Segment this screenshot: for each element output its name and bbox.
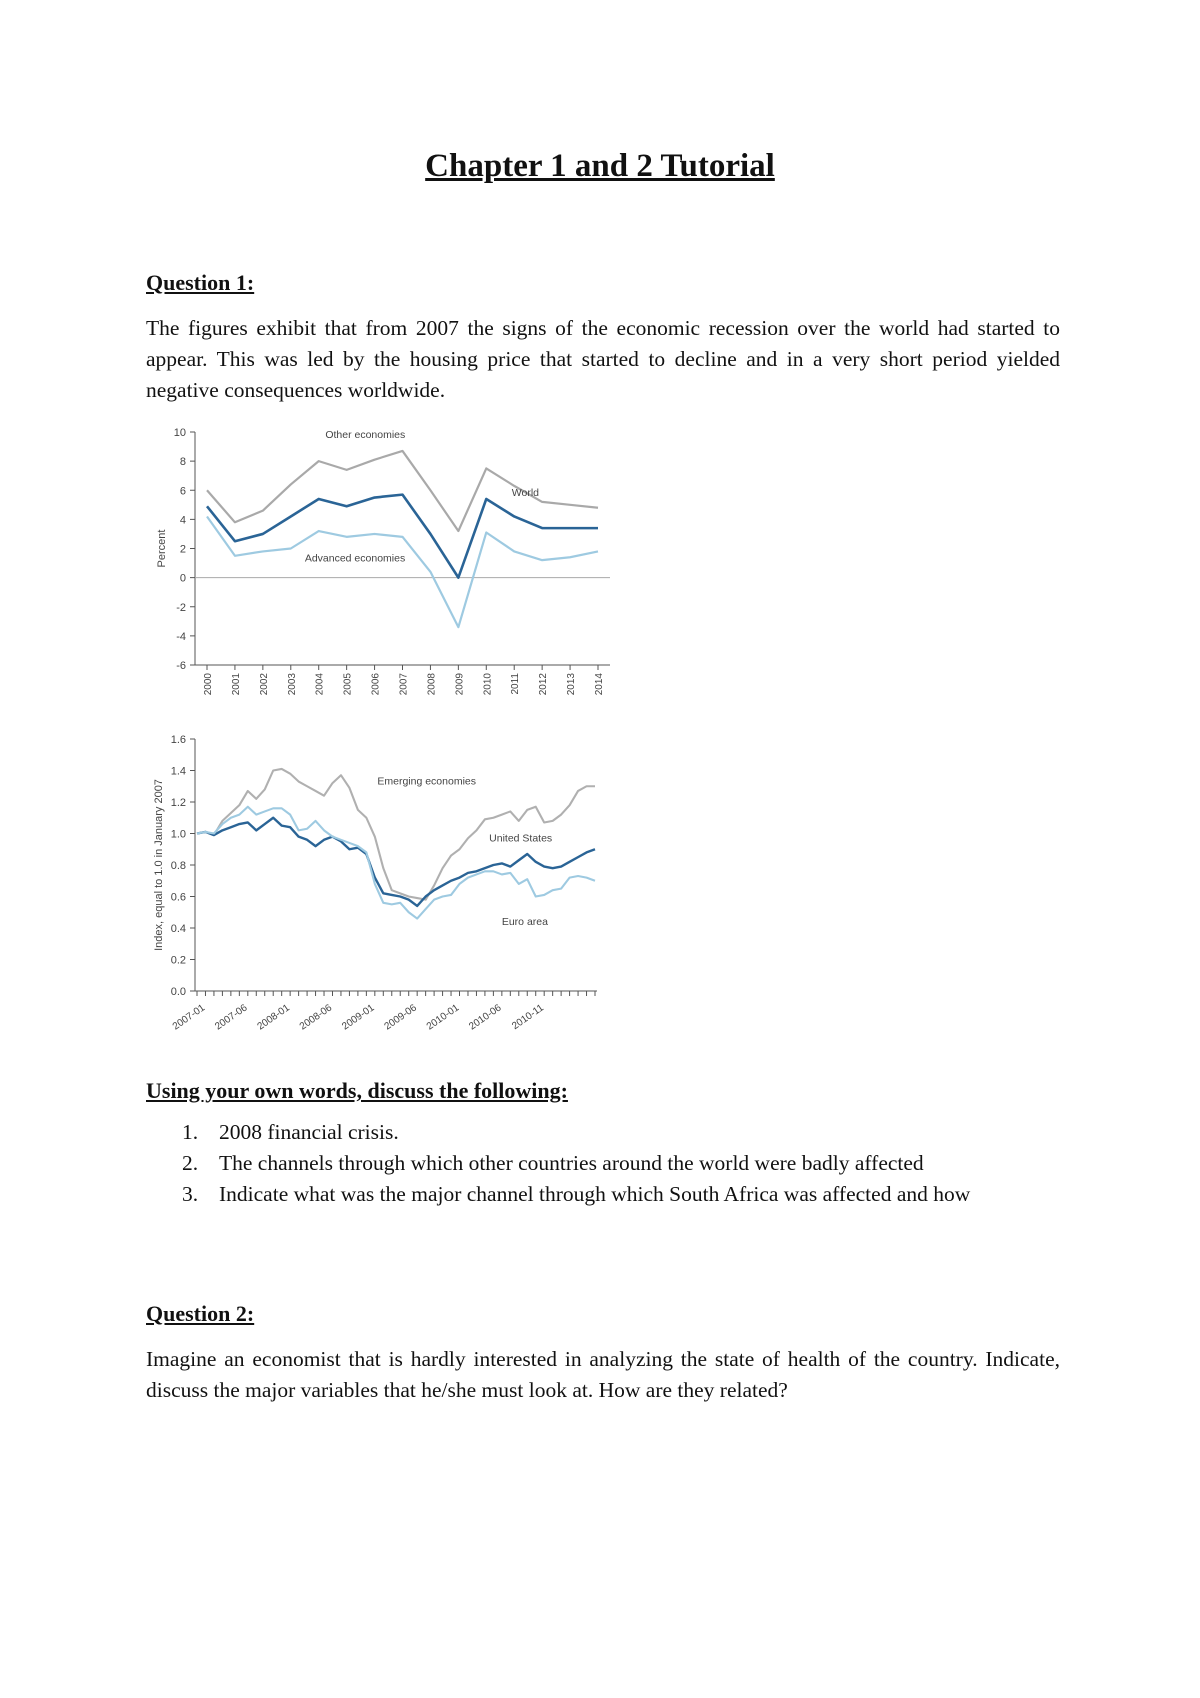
- series-label-emerging-economies: Emerging economies: [377, 775, 477, 788]
- x-tick-label: 2003: [286, 673, 298, 696]
- series-label-world: World: [511, 487, 540, 500]
- question-1-text: The figures exhibit that from 2007 the signs of the economic recession over the world had started to appear. This was led by the housing price that started to decline and in a very short period yielded negative consequences worldwide.: [146, 316, 1060, 402]
- x-tick-label: 2012: [538, 673, 550, 696]
- x-tick-label: 2010-01: [424, 1002, 462, 1033]
- x-tick-label: 2008-01: [255, 1002, 292, 1033]
- y-tick-label: 8: [179, 456, 186, 469]
- list-item: [146, 1148, 1060, 1179]
- list-text: Indicate what was the major channel through which South Africa was affected and how: [219, 1182, 971, 1206]
- x-tick-label: 2011: [510, 673, 522, 695]
- x-tick-label: 2008-06: [297, 1002, 335, 1033]
- discuss-heading: Using your own words, discuss the following:: [146, 1078, 568, 1103]
- y-axis-label: Index, equal to 1.0 in January 2007: [153, 779, 165, 951]
- x-tick-label: 2009: [454, 673, 466, 696]
- series-label-united-states: United States: [489, 832, 553, 845]
- x-tick-label: 2008: [426, 673, 438, 696]
- x-tick-label: 2001: [230, 673, 242, 696]
- x-tick-label: 2010: [482, 673, 494, 696]
- y-tick-label: 1.0: [170, 828, 186, 841]
- list-number: 1.: [182, 1120, 199, 1144]
- series-label-euro-area: Euro area: [501, 915, 548, 928]
- x-tick-label: 2007-06: [213, 1002, 250, 1033]
- question-2-heading: Question 2:: [146, 1301, 255, 1326]
- x-tick-label: 2014: [594, 673, 605, 696]
- y-tick-label: -2: [176, 601, 186, 614]
- y-axis-label: Percent: [156, 529, 168, 568]
- list-text: 2008 financial crisis.: [219, 1120, 399, 1144]
- x-tick-label: 2009-01: [340, 1002, 377, 1033]
- question-2-text: Imagine an economist that is hardly interested in analyzing the state of health of the country. Indicate, discuss the major variables that he/she must look at. How are they related?: [146, 1347, 1060, 1402]
- x-tick-label: 2010-11: [510, 1002, 546, 1033]
- series-label-advanced-economies: Advanced economies: [304, 552, 406, 565]
- y-tick-label: 6: [179, 485, 186, 498]
- y-tick-label: 0.6: [170, 891, 186, 904]
- x-tick-label: 2013: [566, 673, 578, 696]
- list-number: 2.: [182, 1151, 199, 1175]
- y-tick-label: 0: [179, 572, 186, 585]
- chart-growth-percent: [150, 418, 630, 708]
- y-tick-label: 0.8: [170, 860, 186, 872]
- y-tick-label: 0.0: [170, 986, 186, 998]
- x-tick-label: 2000: [203, 673, 214, 696]
- chart-index-2007: [150, 725, 610, 1050]
- y-tick-label: 1.4: [170, 765, 186, 778]
- x-tick-label: 2010-06: [467, 1002, 504, 1033]
- x-tick-label: 2004: [314, 673, 326, 696]
- y-tick-label: 10: [173, 427, 186, 439]
- y-tick-label: 4: [179, 514, 186, 527]
- y-tick-label: 1.6: [170, 734, 186, 746]
- y-tick-label: 0.2: [170, 954, 186, 967]
- y-tick-label: -4: [176, 630, 186, 643]
- x-tick-label: 2007: [398, 673, 410, 696]
- y-tick-label: 1.2: [170, 797, 186, 809]
- y-tick-label: 2: [179, 543, 186, 556]
- y-tick-label: 0.4: [170, 923, 186, 935]
- x-tick-label: 2009-06: [382, 1002, 419, 1033]
- list-item: [146, 1117, 1060, 1148]
- series-line-other-economies: [207, 451, 598, 531]
- series-label-other-economies: Other economies: [325, 428, 406, 441]
- list-text: The channels through which other countries around the world were badly affected: [219, 1151, 924, 1175]
- list-number: 3.: [182, 1182, 199, 1206]
- discussion-list: [146, 1117, 1060, 1210]
- x-tick-label: 2005: [342, 673, 354, 696]
- page-title: Chapter 1 and 2 Tutorial: [425, 148, 775, 184]
- x-tick-label: 2002: [258, 673, 270, 696]
- x-tick-label: 2007-01: [170, 1002, 208, 1033]
- x-tick-label: 2006: [370, 673, 382, 696]
- list-item: [146, 1179, 1060, 1210]
- question-1-heading: Question 1:: [146, 270, 255, 295]
- y-tick-label: -6: [176, 660, 186, 672]
